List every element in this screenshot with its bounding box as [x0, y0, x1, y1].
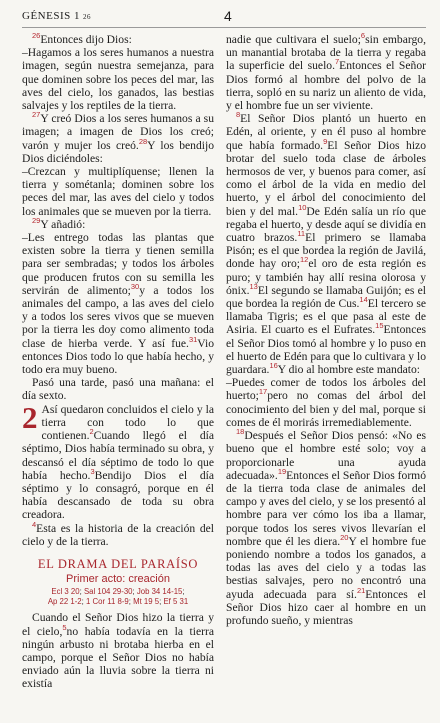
separator: ;	[132, 587, 137, 597]
verse-number: 10	[298, 202, 307, 212]
verse-text: Entonces dijo Dios:	[40, 33, 132, 46]
verse-text: Bendijo Dios el día séptimo y lo consagró, porque en él había descansado de toda su obra creadora.	[22, 468, 214, 522]
separator: ;	[79, 587, 84, 597]
paragraph	[22, 376, 214, 402]
cross-reference[interactable]: Sal 104 29-30	[83, 587, 133, 597]
verse-number: 6	[360, 31, 366, 41]
verse-text: Y creó Dios a los seres humanos a su imagen; a imagen de Dios los creó; varón y mujer los creó.	[22, 112, 214, 152]
paragraph	[22, 399, 214, 522]
verse-text: el oro de esta región es puro; y también hay allí resina olorosa y ónix.	[226, 257, 427, 297]
separator: ;	[159, 597, 164, 607]
paragraph	[226, 429, 426, 627]
chapter-number: 1	[73, 10, 80, 22]
paragraph	[226, 376, 426, 429]
separator: ;	[128, 597, 134, 607]
paragraph	[22, 231, 214, 376]
verse-text: Y añadió:	[40, 217, 86, 231]
verse-number: 11	[297, 229, 306, 239]
verse-number: 4	[32, 519, 37, 529]
verse-number: 13	[249, 282, 258, 291]
verse-text: El primero se llamaba Pisón; es el que bordea la región de Javilá, donde hay oro;	[226, 231, 426, 271]
verse-number: 14	[359, 295, 368, 305]
verse-number: 16	[269, 361, 278, 371]
verse-text: Vio entonces Dios todo lo que había hecho, y todo era muy bueno.	[22, 336, 214, 377]
cross-reference-line	[22, 597, 214, 607]
verse-text: pero no comas del árbol del conocimiento del bien y del mal, porque si comes de él morirás irremediablemente.	[226, 389, 426, 429]
right-column-text	[226, 33, 426, 627]
separator: ;	[182, 587, 185, 597]
cross-reference[interactable]: Ef 5 31	[163, 597, 189, 607]
cross-reference[interactable]: Ecl 3 20	[51, 587, 80, 597]
verse-number: 29	[32, 215, 41, 225]
verse-number: 27	[32, 110, 41, 120]
verse-number: 9	[323, 136, 328, 146]
verse-text: Entonces el Señor Dios formó de la tierra toda clase de animales del campo y aves del cielo, y se los presentó al hombre para ver cómo los iba a llamar, porque todos los seres vivos llevarían el nombre que él les diera.	[226, 468, 426, 548]
paragraph	[22, 46, 214, 112]
cross-reference-line	[22, 587, 214, 597]
verse-text: El segundo se llamaba Guijón; es el que bordea la región de Cus.	[226, 283, 426, 311]
verse-text: nadie que cultivara el suelo;	[226, 33, 361, 46]
paragraph	[22, 215, 214, 231]
verse-number: 21	[356, 585, 366, 595]
verse-number: 18	[236, 427, 245, 437]
verse-number: 8	[236, 110, 241, 120]
verse-text: De Edén salía un río que regaba el huerto, y desde aquí se dividía en cuatro brazos.	[226, 204, 426, 245]
page-number: 4	[224, 8, 233, 24]
verse-text: Cuando llegó el día séptimo, Dios había terminado su obra, y descansó el día séptimo de todo lo que había hecho.	[22, 429, 214, 482]
verse-number: 26	[32, 31, 41, 41]
verse-text: Después el Señor Dios pensó: «No es bueno que el hombre esté solo; voy a proporcionarle una ayuda adecuada».	[226, 429, 426, 482]
verse-number: 31	[188, 334, 198, 344]
verse-text: –Crezcan y multiplíquense; llenen la tierra y sométanla; dominen sobre los peces del mar, las aves del cielo y todos los animales que se mueven por la tierra.	[22, 165, 214, 218]
verse-text: Y el hombre fue poniendo nombre a todos los ganados, a todas las aves del cielo y a todas las bestias salvajes, pero no encontró una ayuda adecuada para sí.	[226, 534, 426, 601]
section-subtitle: Primer acto: creación	[66, 573, 170, 586]
verse-text: –Puedes comer de todos los árboles del huerto;	[226, 376, 426, 403]
verse-text: –Les entrego todas las plantas que existen sobre la tierra y tienen semilla para ser sembradas; y todos los árboles que producen frutos con su semilla les servirán de alimento;	[22, 231, 214, 297]
paragraph	[22, 112, 214, 165]
verse-number: 19	[277, 466, 287, 476]
verse-number: 15	[375, 321, 384, 331]
paragraph	[22, 33, 214, 46]
paragraph	[22, 165, 214, 218]
page-header	[22, 8, 426, 26]
verse-text: Esta es la historia de la creación del cielo y de la tierra.	[22, 521, 214, 548]
left-column	[22, 33, 214, 691]
running-head	[22, 10, 91, 22]
right-column	[226, 33, 426, 627]
header-rule	[22, 27, 426, 28]
verse-text: El Señor Dios hizo brotar del suelo toda clase de árboles hermosos de ver, y buenos para comer, así como el árbol de la vida en medio del huerto, y el árbol del conocimiento del bien y del mal.	[226, 138, 426, 218]
left-column-text	[22, 33, 214, 548]
verse-text: no había todavía en la tierra ningún arbusto ni brotaba hierba en el campo, porque el Señor Dios no había enviado aún la lluvia sobre la tierra ni existía	[22, 624, 214, 691]
chapter-drop-number: 2	[22, 399, 38, 435]
verse-text: y a todos los animales del campo, a las aves del cielo y a todos los seres vivos que se mueven por la tierra les doy como alimento toda clase de hierba verde. Y así fue.	[22, 283, 215, 350]
verse-number: 3	[90, 466, 95, 476]
cross-reference[interactable]: Ap 22 1-2	[47, 597, 82, 607]
verse-text: Entonces el Señor Dios formó al hombre del polvo de la tierra, sopló en su nariz un aliento de vida, y el hombre fue un ser viviente.	[226, 59, 426, 113]
cross-reference[interactable]: Mt 19 5	[133, 597, 160, 607]
verse-number: 2	[89, 427, 94, 437]
verse-text: Y los bendijo Dios diciéndoles:	[22, 138, 214, 165]
verse-text: Así quedaron concluidos el cielo y la tierra con todo lo que contienen.	[41, 402, 214, 443]
verse-number: 30	[130, 282, 140, 291]
verse-text: –Hagamos a los seres humanos a nuestra imagen, según nuestra semejanza, para que dominen sobre los peces del mar, las aves del cielo, los ganados, las bestias salvajes y los reptiles de la tierra.	[22, 46, 214, 113]
verse-number: 26	[82, 13, 91, 21]
book-name: GÉNESIS	[22, 10, 71, 22]
left-column-text-end	[22, 611, 214, 690]
paragraph	[22, 611, 214, 690]
verse-number: 17	[258, 387, 268, 397]
verse-text: El Señor Dios plantó un huerto en Edén, al oriente, y en él puso al hombre que había formado.	[226, 112, 426, 152]
section-title: EL DRAMA DEL PARAÍSO	[37, 556, 199, 571]
verse-number: 20	[340, 532, 349, 542]
verse-number: 28	[138, 136, 148, 146]
verse-text: Entonces el Señor Dios tomó al hombre y lo puso en el huerto de Edén para que lo cultivara y lo guardara.	[226, 323, 426, 377]
paragraph	[226, 33, 426, 112]
paragraph	[22, 519, 214, 548]
verse-text: El tercero se llamaba Tigris; es el que pasa al este de Asiria. El cuarto es el Eufrates.	[226, 297, 426, 337]
cross-reference[interactable]: Job 34 14-15	[136, 587, 183, 597]
verse-text: Entonces el Señor Dios hizo caer al hombre en un profundo sueño, y mientras	[226, 587, 426, 627]
verse-number: 12	[300, 255, 309, 265]
cross-references	[22, 587, 214, 607]
verse-text: sin embargo, un manantial brotaba de la tierra y regaba la superficie del suelo.	[226, 33, 426, 73]
paragraph	[226, 112, 426, 376]
separator: ;	[81, 597, 86, 607]
verse-text: Cuando el Señor Dios hizo la tierra y el cielo,	[22, 611, 214, 638]
verse-text: Y dio al hombre este mandato:	[277, 363, 420, 377]
verse-number: 7	[334, 57, 340, 67]
verse-number: 5	[62, 622, 67, 632]
cross-reference[interactable]: 1 Cor 11 8-9	[85, 597, 129, 607]
verse-text: Pasó una tarde, pasó una mañana: el día sexto.	[22, 376, 214, 403]
